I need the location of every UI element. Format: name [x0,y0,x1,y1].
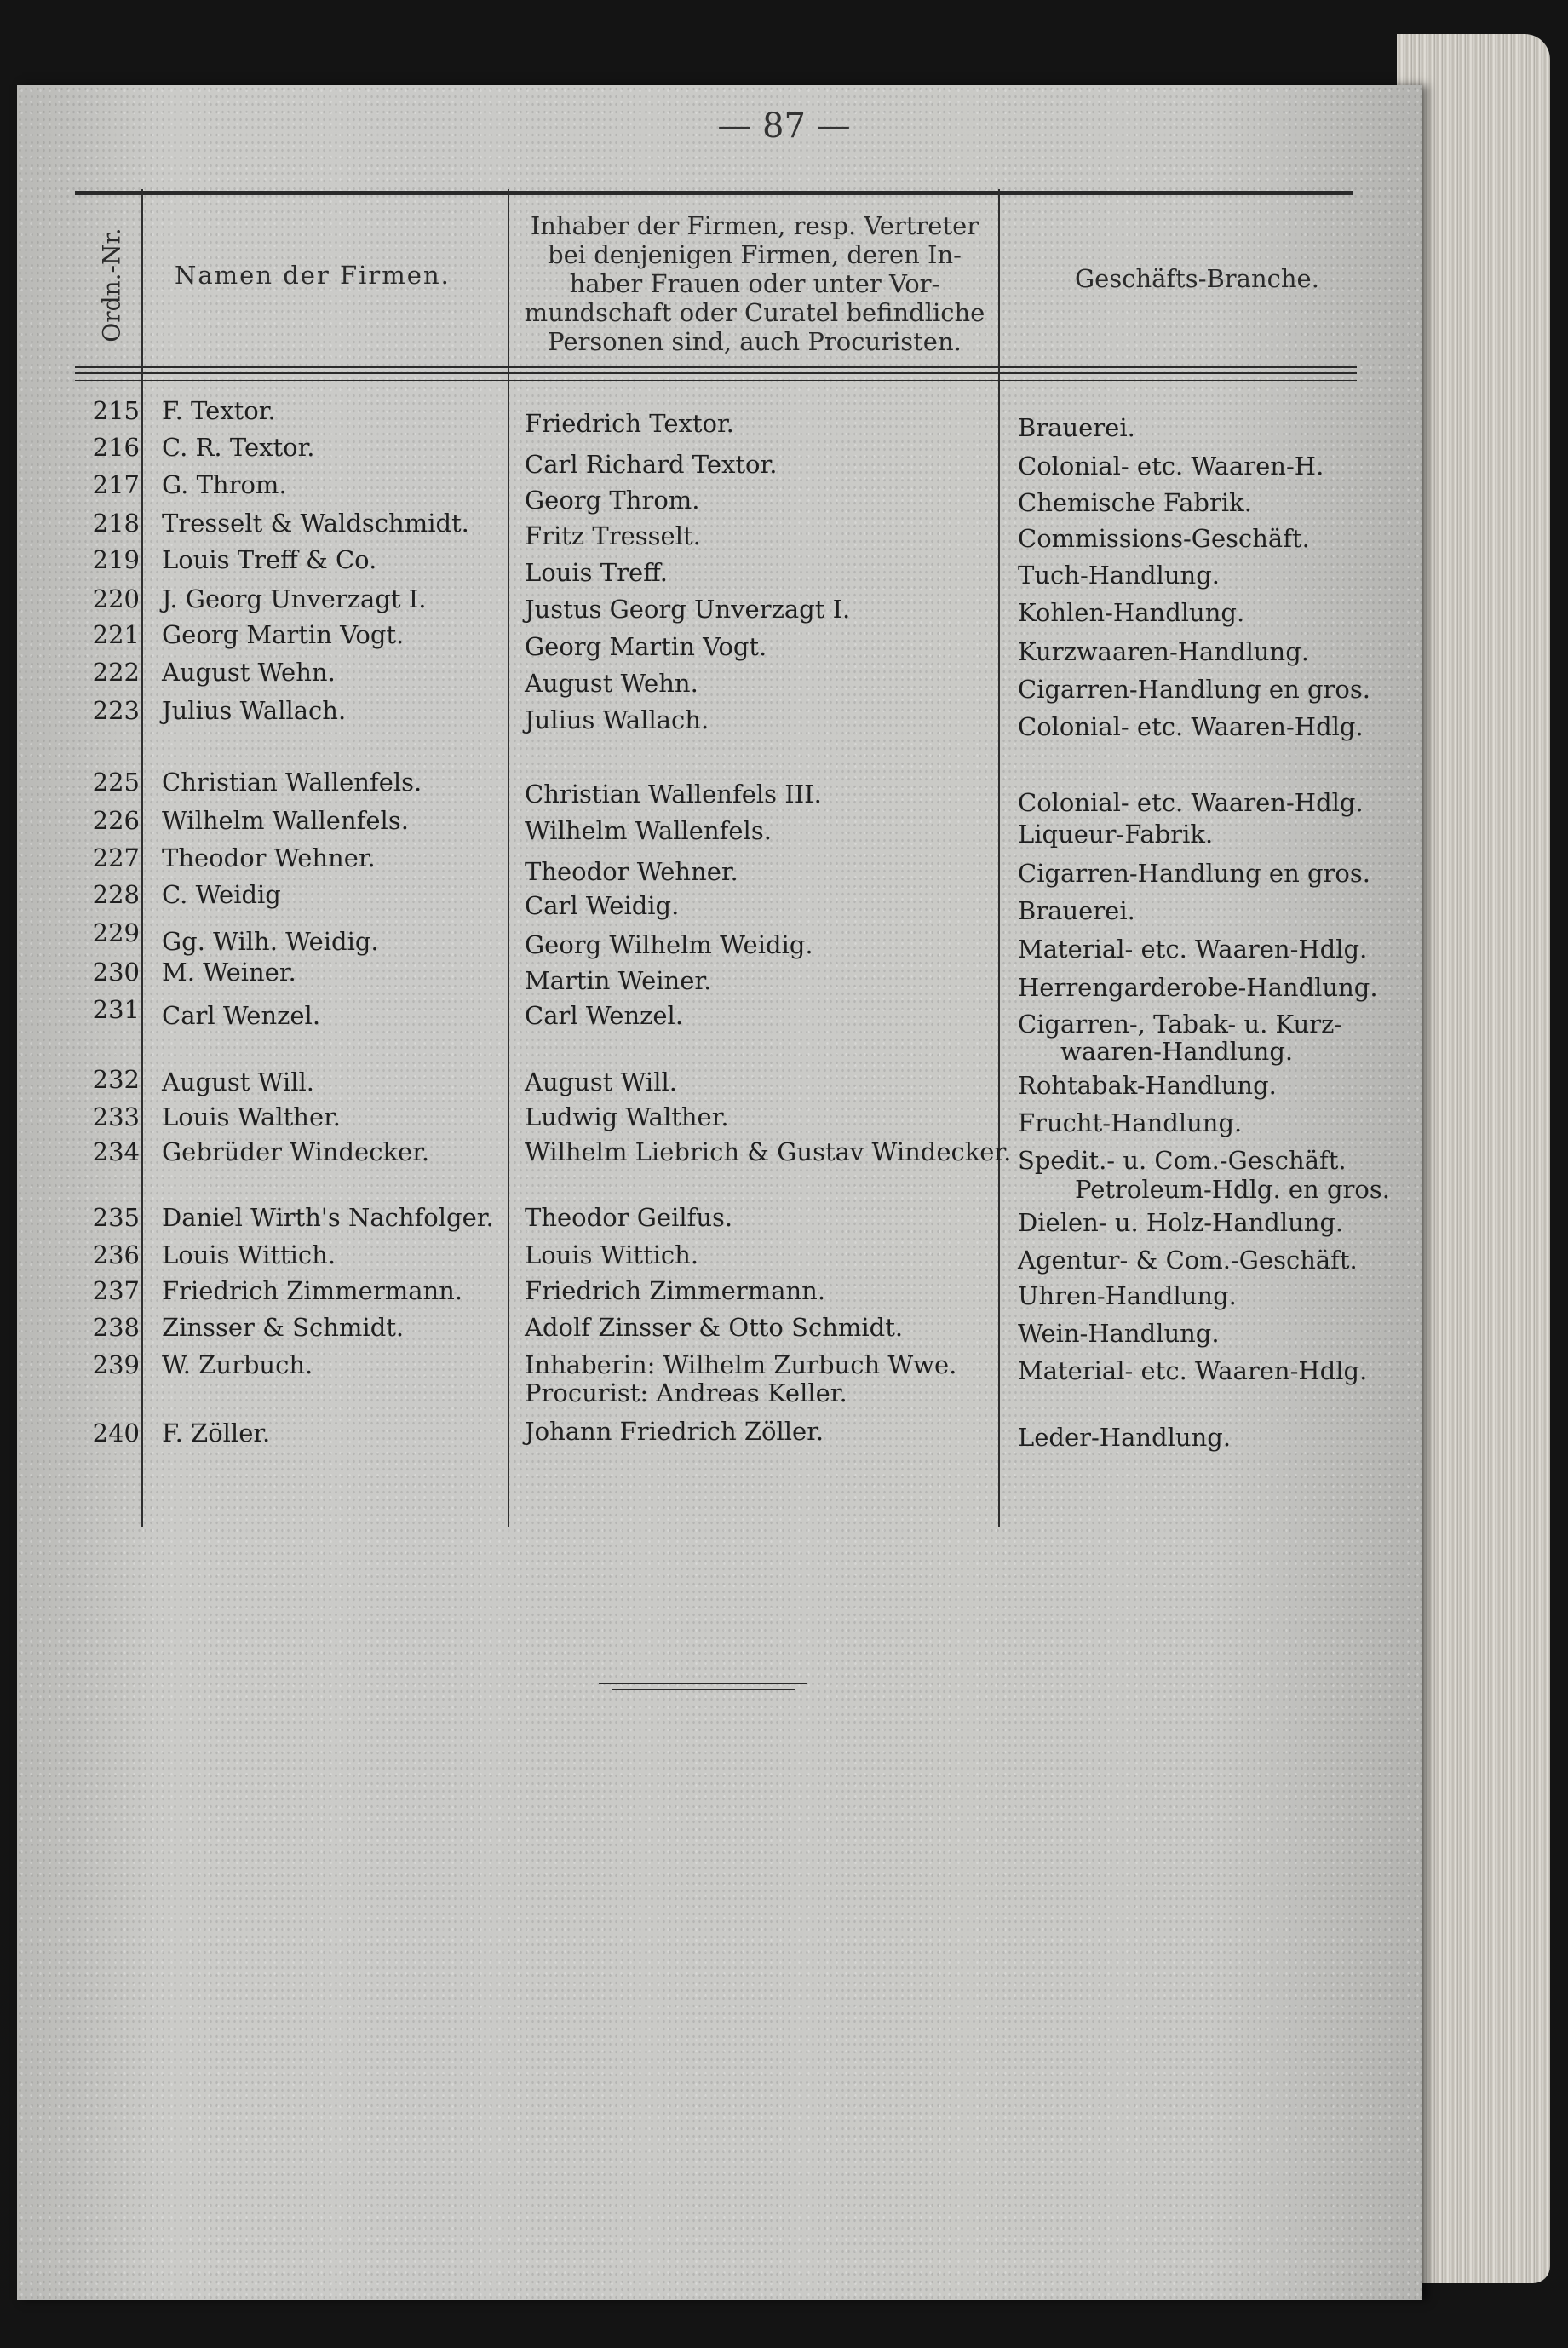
row-branch: Wein-Handlung. [1018,1319,1220,1348]
row-firm-name: Louis Wittich. [162,1240,336,1269]
row-branch: Colonial- etc. Waaren-H. [1018,452,1324,481]
row-owner: Carl Weidig. [525,891,680,920]
row-owner: Georg Throm. [525,486,700,515]
row-number: 231 [92,995,140,1024]
header-owners-line: haber Frauen oder unter Vor- [569,269,940,298]
row-number: 222 [92,658,140,687]
row-branch: Commissions-Geschäft. [1018,524,1310,553]
row-firm-name: Louis Treff & Co. [162,545,377,574]
row-owner: August Will. [525,1068,677,1096]
row-number: 226 [92,806,140,835]
row-branch: Dielen- u. Holz-Handlung. [1018,1208,1344,1237]
row-owner: Fritz Tresselt. [525,521,701,550]
row-number: 232 [92,1065,140,1094]
end-ornament-rule [612,1689,795,1690]
header-ordn-nr: Ordn.-Nr. [97,227,126,342]
row-firm-name: M. Weiner. [162,958,296,987]
header-bottom-rule-3 [75,380,1357,381]
row-branch: Kurzwaaren-Handlung. [1018,637,1309,666]
column-divider-2 [508,189,509,1527]
row-owner: Georg Martin Vogt. [525,632,767,661]
row-firm-name: J. Georg Unverzagt I. [162,584,427,613]
row-branch: Cigarren-Handlung en gros. [1018,859,1370,888]
row-branch-continued: waaren-Handlung. [1060,1037,1294,1066]
row-owner: August Wehn. [525,669,698,698]
row-owner: Carl Richard Textor. [525,450,778,479]
row-owner: Friedrich Textor. [525,409,734,438]
row-firm-name: W. Zurbuch. [162,1350,313,1379]
row-firm-name: Theodor Wehner. [162,843,376,872]
row-number: 221 [92,620,140,649]
header-owners-line: Personen sind, auch Procuristen. [548,327,962,356]
row-number: 234 [92,1137,140,1166]
row-number: 225 [92,768,140,797]
row-firm-name: Gebrüder Windecker. [162,1137,430,1166]
row-firm-name: Julius Wallach. [162,696,347,725]
row-firm-name: Daniel Wirth's Nachfolger. [162,1203,494,1232]
row-number: 236 [92,1240,140,1269]
row-firm-name: August Will. [162,1068,314,1096]
column-divider-3 [998,189,1000,1527]
row-branch: Liqueur-Fabrik. [1018,820,1214,849]
row-firm-name: G. Throm. [162,470,287,499]
header-owners-line: Inhaber der Firmen, resp. Vertreter [530,211,979,240]
row-branch: Material- etc. Waaren-Hdlg. [1018,1356,1368,1385]
header-owners-line: bei denjenigen Firmen, deren In- [548,240,962,269]
row-owner-continued: Procurist: Andreas Keller. [525,1378,847,1407]
row-number: 223 [92,696,140,725]
row-branch: Tuch-Handlung. [1018,561,1220,590]
row-branch: Cigarren-Handlung en gros. [1018,675,1370,704]
row-firm-name: August Wehn. [162,658,336,687]
row-owner: Johann Friedrich Zöller. [525,1417,824,1446]
row-branch: Brauerei. [1018,413,1135,442]
row-firm-name: Friedrich Zimmermann. [162,1276,463,1305]
row-number: 239 [92,1350,140,1379]
row-owner: Carl Wenzel. [525,1001,684,1030]
row-branch: Colonial- etc. Waaren-Hdlg. [1018,788,1364,817]
row-owner: Inhaberin: Wilhelm Zurbuch Wwe. [525,1350,957,1379]
header-owners-line: mundschaft oder Curatel befindliche [524,298,985,327]
row-number: 237 [92,1276,140,1305]
row-number: 230 [92,958,140,987]
header-top-rule [75,191,1353,195]
header-branch: Geschäfts-Branche. [1075,264,1319,293]
row-number: 217 [92,470,140,499]
row-branch: Cigarren-, Tabak- u. Kurz- [1018,1010,1343,1039]
row-owner: Martin Weiner. [525,966,712,995]
row-owner: Wilhelm Liebrich & Gustav Windecker. [525,1137,1012,1166]
row-firm-name: C. Weidig [162,880,281,909]
row-number: 219 [92,545,140,574]
row-firm-name: Christian Wallenfels. [162,768,422,797]
row-number: 233 [92,1102,140,1131]
row-branch-continued: Petroleum-Hdlg. en gros. [1075,1175,1390,1204]
row-firm-name: Tresselt & Waldschmidt. [162,509,469,538]
row-owner: Friedrich Zimmermann. [525,1276,826,1305]
row-firm-name: Wilhelm Wallenfels. [162,806,409,835]
row-owner: Adolf Zinsser & Otto Schmidt. [525,1313,904,1342]
row-owner: Ludwig Walther. [525,1102,729,1131]
row-branch: Chemische Fabrik. [1018,488,1252,517]
row-firm-name: C. R. Textor. [162,433,315,462]
header-owners [516,211,993,356]
row-branch: Herrengarderobe-Handlung. [1018,973,1378,1002]
column-divider-1 [141,189,143,1527]
row-number: 235 [92,1203,140,1232]
row-owner: Louis Wittich. [525,1240,699,1269]
row-firm-name: Louis Walther. [162,1102,342,1131]
row-firm-name: Carl Wenzel. [162,1001,321,1030]
row-firm-name: F. Zöller. [162,1419,271,1447]
row-branch: Leder-Handlung. [1018,1423,1232,1452]
row-owner: Louis Treff. [525,558,668,587]
row-branch: Spedit.- u. Com.-Geschäft. [1018,1146,1347,1175]
row-number: 240 [92,1419,140,1447]
row-owner: Theodor Wehner. [525,857,738,886]
header-bottom-rule-2 [75,372,1357,374]
row-branch: Brauerei. [1018,896,1135,925]
row-number: 216 [92,433,140,462]
row-branch: Agentur- & Com.-Geschäft. [1018,1246,1358,1275]
row-owner: Wilhelm Wallenfels. [525,816,772,845]
page-number: — 87 — [717,106,851,146]
row-number: 215 [92,396,140,425]
row-branch: Rohtabak-Handlung. [1018,1071,1277,1100]
row-number: 238 [92,1313,140,1342]
row-owner: Georg Wilhelm Weidig. [525,930,813,959]
row-number: 218 [92,509,140,538]
row-number: 227 [92,843,140,872]
row-number: 229 [92,918,140,947]
row-branch: Colonial- etc. Waaren-Hdlg. [1018,712,1364,741]
row-firm-name: F. Textor. [162,396,276,425]
header-bottom-rule [75,366,1357,368]
row-branch: Kohlen-Handlung. [1018,598,1245,627]
row-owner: Justus Georg Unverzagt I. [525,595,851,624]
row-number: 228 [92,880,140,909]
row-owner: Julius Wallach. [525,705,709,734]
row-branch: Uhren-Handlung. [1018,1281,1237,1310]
end-ornament-rule [599,1683,807,1684]
row-firm-name: Georg Martin Vogt. [162,620,405,649]
row-owner: Theodor Geilfus. [525,1203,733,1232]
row-branch: Material- etc. Waaren-Hdlg. [1018,935,1368,964]
row-owner: Christian Wallenfels III. [525,780,822,809]
header-names: Namen der Firmen. [175,261,451,290]
row-firm-name: Gg. Wilh. Weidig. [162,927,379,956]
row-number: 220 [92,584,140,613]
row-firm-name: Zinsser & Schmidt. [162,1313,405,1342]
row-branch: Frucht-Handlung. [1018,1108,1243,1137]
